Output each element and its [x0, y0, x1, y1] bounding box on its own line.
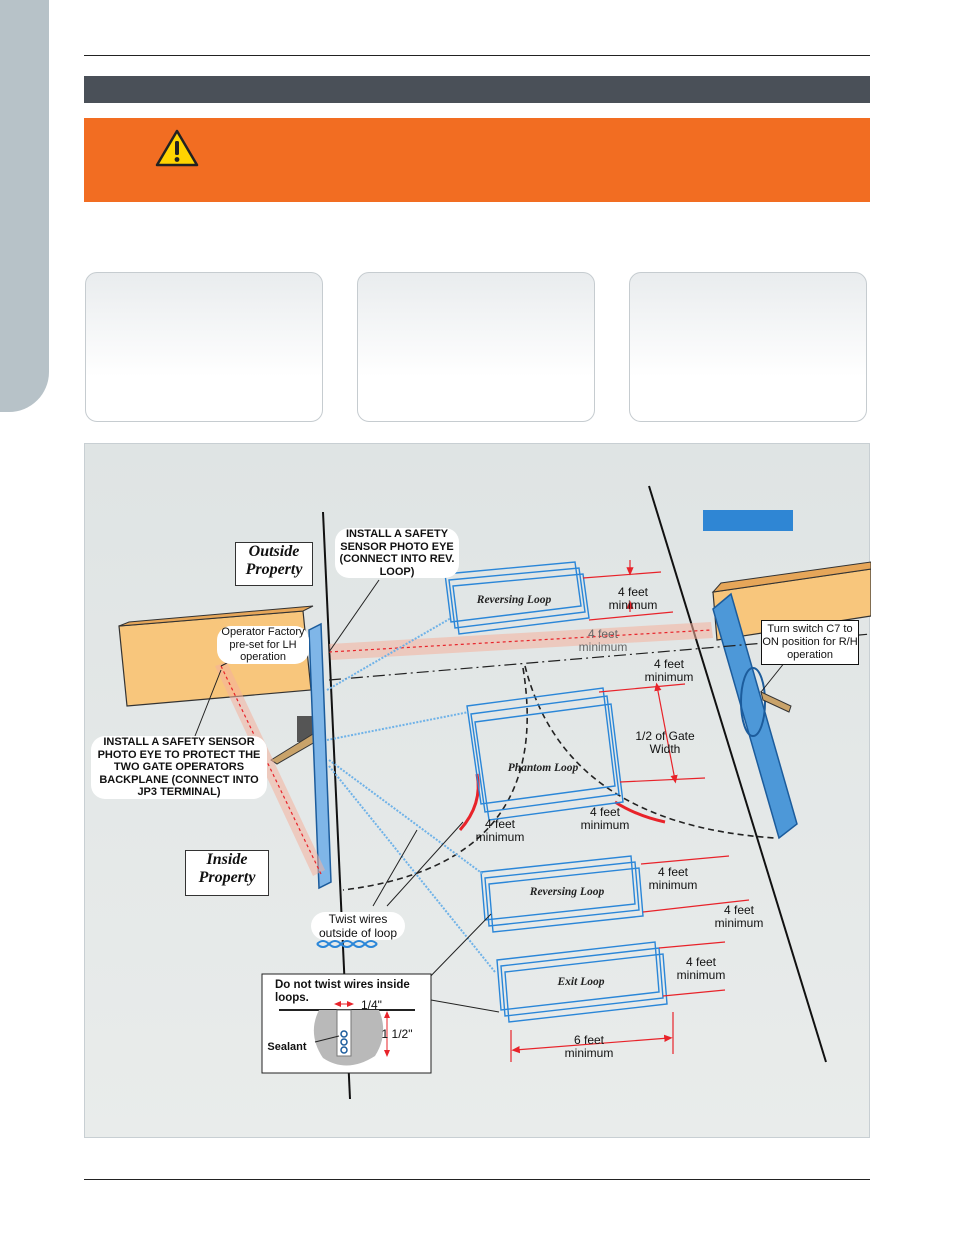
dim-label: 4 feet minimum: [676, 955, 726, 982]
dim-label: 4 feet minimum: [475, 817, 525, 844]
footer-rule: [84, 1179, 870, 1180]
phantom-loop: [467, 688, 623, 820]
inset-quarter-inch: 1/4": [361, 998, 382, 1012]
legend-tab: [703, 510, 793, 531]
operator-note: Operator Factory pre-set for LH operation: [217, 626, 309, 664]
dim-label: 4 feet minimum: [578, 627, 628, 654]
loop-label-reversing-bottom: Reversing Loop: [529, 886, 605, 898]
dim-label: 4 feet minimum: [714, 903, 764, 930]
twist-wires-note: Twist wires outside of loop: [311, 912, 405, 940]
loop-label-phantom: Phantom Loop: [507, 762, 579, 774]
dim-label-six-feet: 6 feet minimum: [564, 1033, 614, 1060]
dim-label-half-gate: 1/2 of Gate Width: [635, 729, 695, 756]
warning-banner: [84, 118, 870, 202]
dim-label: 4 feet minimum: [608, 585, 658, 612]
dim-label: 4 feet minimum: [648, 865, 698, 892]
photo-eye-note-left: INSTALL A SAFETY SENSOR PHOTO EYE TO PROTECT THE TWO GATE OPERATORS BACKPLANE (CONNECT INTO JP3 TERMINAL): [91, 736, 267, 799]
inset-sealant: Sealant: [267, 1041, 307, 1053]
info-card-2: [357, 272, 595, 422]
info-card-3: [629, 272, 867, 422]
dim-label: 4 feet minimum: [580, 805, 630, 832]
loop-label-reversing-top: Reversing Loop: [476, 594, 552, 606]
inside-property-label: Inside Property: [185, 850, 269, 896]
loop-layout-diagram: [84, 443, 870, 1138]
section-bar: [84, 76, 870, 103]
photo-eye-note-top: INSTALL A SAFETY SENSOR PHOTO EYE (CONNECT INTO REV. LOOP): [335, 528, 459, 578]
warning-icon: [154, 128, 200, 168]
loop-label-exit: Exit Loop: [557, 976, 605, 988]
inset-title: Do not twist wires inside loops.: [275, 979, 410, 1004]
side-tab: [0, 0, 49, 412]
info-card-1: [85, 272, 323, 422]
outside-property-label: Outside Property: [235, 542, 313, 586]
switch-note: Turn switch C7 to ON position for R/H operation: [761, 620, 859, 665]
dim-label: 4 feet minimum: [644, 657, 694, 684]
header-rule: [84, 55, 870, 56]
inset-depth: 1 1/2": [381, 1027, 413, 1041]
